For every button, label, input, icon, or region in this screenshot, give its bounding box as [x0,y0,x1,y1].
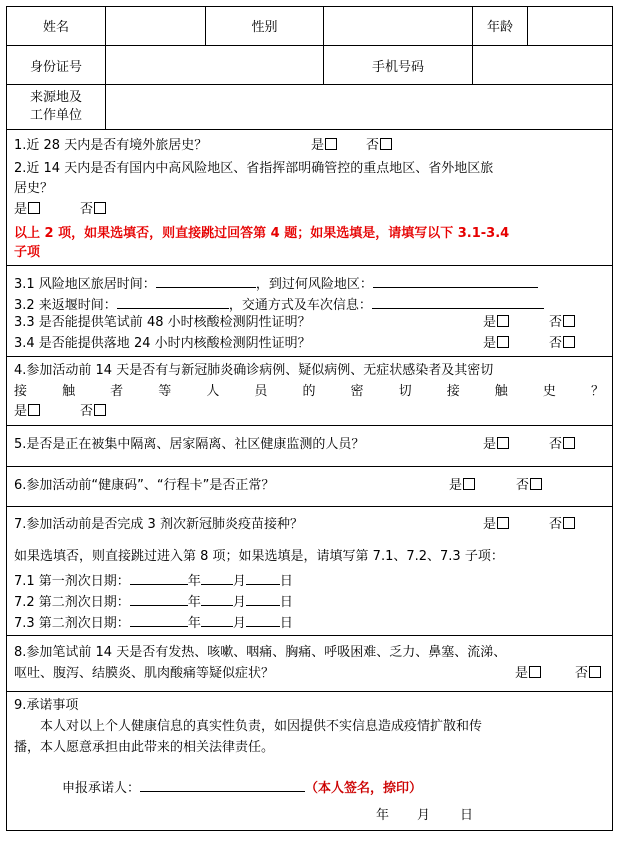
checkbox[interactable] [589,666,601,678]
q4-yes[interactable] [14,403,40,421]
checkbox[interactable] [563,437,575,449]
q73-day-field[interactable] [246,612,280,627]
no-label: 否 [366,138,380,153]
q8-text-line2: 呕吐、腹泻、结膜炎、肌肉酸痛等疑似症状？ [14,666,275,681]
q8-no[interactable] [575,665,601,683]
date-month: 月 [417,808,431,823]
q32-label-a: 3.2 来返堰时间： [14,298,117,313]
q4-char: 触 [62,384,76,399]
checkbox[interactable] [497,315,509,327]
year-label: 年 [187,574,201,589]
checkbox[interactable] [497,336,509,348]
year-label: 年 [187,616,201,631]
q8-yes[interactable] [515,665,541,683]
q32-transport-field[interactable] [372,294,544,309]
no-label: 否 [549,517,563,532]
q71-year-field[interactable] [130,570,188,585]
q73-year-field[interactable] [130,612,188,627]
q6-text: 6.参加活动前“健康码”、“行程卡”是否正常？ [14,478,275,493]
q9-line2: 播，本人愿意承担由此带来的相关法律责任。 [14,740,275,755]
signature-field[interactable] [140,777,305,792]
q4-char: 触 [494,384,508,399]
checkbox[interactable] [530,478,542,490]
no-label: 否 [516,478,530,493]
signer-note: （本人签名，捺印） [305,781,423,796]
yes-label: 是 [483,336,497,351]
checkbox[interactable] [529,666,541,678]
checkbox[interactable] [497,437,509,449]
q1-text: 1.近 28 天内是否有境外旅居史？ [14,138,208,153]
q31-time-field[interactable] [156,273,256,288]
month-label: 月 [232,616,246,631]
id-field[interactable] [106,46,323,84]
q32-label-b: ，交通方式及车次信息： [228,298,372,313]
row-divider [6,691,613,692]
q4-char: ？ [590,384,604,399]
checkbox[interactable] [325,138,337,150]
yes-label: 是 [483,517,497,532]
q72-day-field[interactable] [246,591,280,606]
yes-label: 是 [14,202,28,217]
q71-month-field[interactable] [201,570,233,585]
age-field[interactable] [528,6,613,45]
checkbox[interactable] [563,336,575,348]
row-divider [6,506,613,507]
row-divider [6,425,613,426]
no-label: 否 [549,315,563,330]
q2-text-line1: 2.近 14 天内是否有国内中高风险地区、省指挥部明确管控的重点地区、省外地区旅 [14,161,494,176]
month-label: 月 [232,595,246,610]
name-label: 姓名 [42,20,69,35]
q71-label: 7.1 第一剂次日期： [14,574,130,589]
q4-char: 史 [542,384,556,399]
phone-label: 手机号码 [371,59,424,75]
checkbox[interactable] [563,315,575,327]
q33-text: 3.3 是否能提供笔试前 48 小时核酸检测阴性证明？ [14,315,311,330]
q32-row [14,294,544,315]
q7-note: 如果选填否，则直接跳过进入第 8 项；如果选填是，请填写第 7.1、7.2、7.3 子项： [14,549,504,564]
yes-label: 是 [14,404,28,419]
q4-char: 人 [206,384,220,399]
q34-yes[interactable] [483,335,509,353]
q72-label: 7.2 第二剂次日期： [14,595,130,610]
day-label: 日 [279,616,293,631]
q8-text-line1: 8.参加笔试前 14 天是否有发热、咳嗽、咽痛、胸痛、呼吸困难、乏力、鼻塞、流涕、 [14,645,507,660]
q7-text: 7.参加活动前是否完成 3 剂次新冠肺炎疫苗接种？ [14,517,303,532]
q31-label-b: ，到过何风险地区： [255,277,373,292]
q9-line1: 本人对以上个人健康信息的真实性负责，如因提供不实信息造成疫情扩散和传 [40,719,483,734]
yes-label: 是 [311,138,325,153]
q5-yes[interactable] [483,436,509,454]
no-label: 否 [80,202,94,217]
gender-label: 性别 [251,20,278,35]
q72-row [14,591,293,612]
q6-no[interactable] [516,477,542,495]
checkbox[interactable] [28,404,40,416]
q5-text: 5.是否是正在被集中隔离、居家隔离、社区健康监测的人员？ [14,437,365,452]
q1-no[interactable] [366,137,392,155]
note-line1: 以上 2 项，如果选填否，则直接跳过回答第 4 题；如果选填是，请填写以下 3.1-3.4 [14,226,510,241]
year-label: 年 [187,595,201,610]
origin-label-line1: 来源地及 [29,90,82,105]
q9-title: 9.承诺事项 [14,698,79,713]
checkbox[interactable] [94,202,106,214]
row-divider [6,265,613,266]
age-label: 年龄 [486,20,513,35]
q31-label-a: 3.1 风险地区旅居时间： [14,277,156,292]
q71-day-field[interactable] [246,570,280,585]
q34-no[interactable] [549,335,575,353]
month-label: 月 [232,574,246,589]
checkbox[interactable] [380,138,392,150]
q31-area-field[interactable] [373,273,538,288]
q7-yes[interactable] [483,516,509,534]
row-divider [6,129,613,130]
date-day: 日 [460,808,474,823]
yes-label: 是 [515,666,529,681]
q34-text: 3.4 是否能提供落地 24 小时内核酸检测阴性证明？ [14,336,311,351]
yes-label: 是 [449,478,463,493]
q33-no[interactable] [549,314,575,332]
q31-row [14,273,538,294]
checkbox[interactable] [497,517,509,529]
signer-label: 申报承诺人： [62,781,141,796]
q4-text-line2 [14,383,604,401]
q4-char: 密 [350,384,364,399]
day-label: 日 [279,574,293,589]
q4-no[interactable] [80,403,106,421]
no-label: 否 [575,666,589,681]
no-label: 否 [549,336,563,351]
q4-char: 者 [110,384,124,399]
q7-no[interactable] [549,516,575,534]
q2-no[interactable] [80,201,106,219]
q32-time-field[interactable] [117,294,229,309]
q72-year-field[interactable] [130,591,188,606]
origin-label [6,85,106,129]
signer-row [62,777,422,798]
row-divider [6,356,613,357]
day-label: 日 [279,595,293,610]
q33-yes[interactable] [483,314,509,332]
q71-row [14,570,293,591]
q2-text-line2: 居史？ [14,181,54,196]
origin-field[interactable] [106,85,613,129]
checkbox[interactable] [563,517,575,529]
row-divider [6,466,613,467]
q73-row [14,612,293,633]
phone-field[interactable] [473,46,613,84]
q73-month-field[interactable] [201,612,233,627]
id-label: 身份证号 [29,59,82,75]
q5-no[interactable] [549,436,575,454]
date-year: 年 [376,808,390,823]
q4-char: 接 [14,384,28,399]
q1-yes[interactable] [311,137,337,155]
note-line2: 子项 [14,245,41,260]
no-label: 否 [549,437,563,452]
yes-label: 是 [483,437,497,452]
q2-yes[interactable] [14,201,40,219]
gender-field[interactable] [324,6,472,45]
no-label: 否 [80,404,94,419]
q4-char: 等 [158,384,172,399]
name-field[interactable] [106,6,205,45]
q4-char: 员 [254,384,268,399]
yes-label: 是 [483,315,497,330]
checkbox[interactable] [463,478,475,490]
q6-yes[interactable] [449,477,475,495]
checkbox[interactable] [94,404,106,416]
checkbox[interactable] [28,202,40,214]
row-divider [6,635,613,636]
q4-char: 接 [446,384,460,399]
q73-label: 7.3 第二剂次日期： [14,616,130,631]
origin-label-line2: 工作单位 [29,108,82,123]
q4-char: 的 [302,384,316,399]
q4-text-line1: 4.参加活动前 14 天是否有与新冠肺炎确诊病例、疑似病例、无症状感染者及其密切 [14,363,494,378]
q72-month-field[interactable] [201,591,233,606]
q4-char: 切 [398,384,412,399]
